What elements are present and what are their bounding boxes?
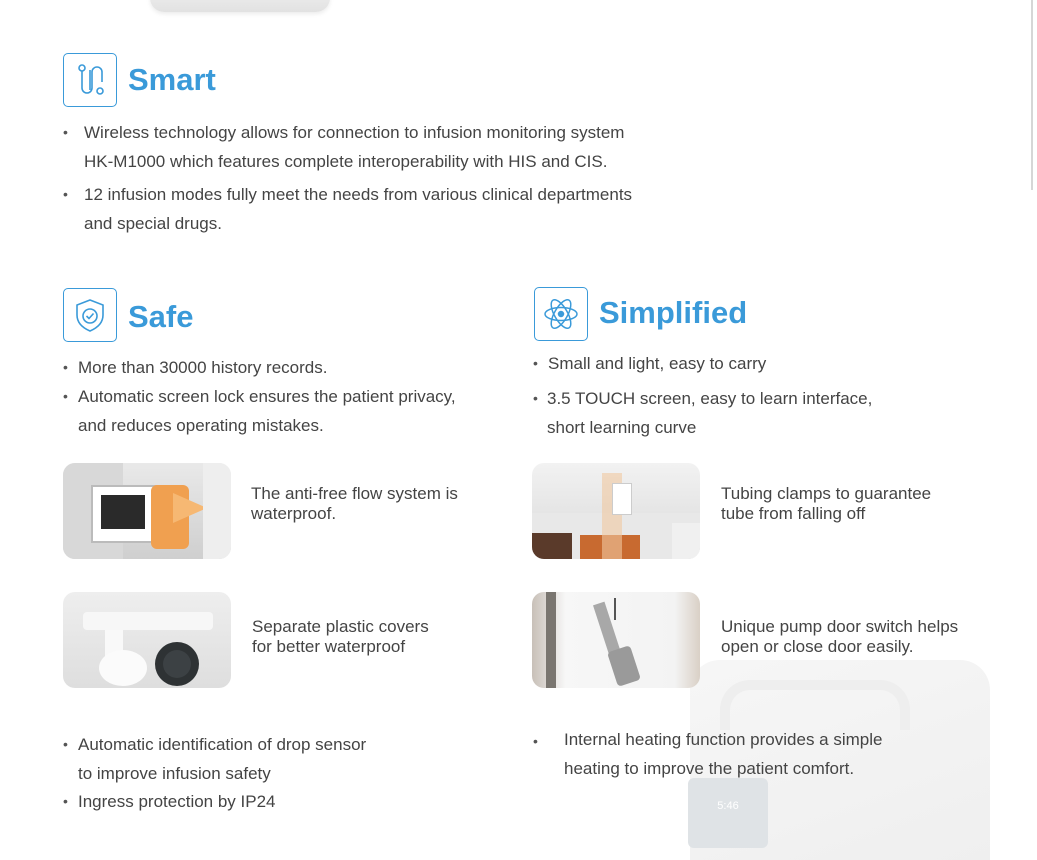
smart-bullet-2: • 12 infusion modes fully meet the needs from various clinical departments and special drugs. — [63, 185, 633, 233]
simplified-bullet-1: • Small and light, easy to carry — [533, 354, 767, 373]
plastic-covers-photo — [63, 592, 231, 688]
anti-free-flow-photo — [63, 463, 231, 559]
shield-check-icon — [63, 288, 117, 342]
safe-bottom-bullet-1: • Automatic identification of drop sensor to improve infusion safety — [63, 735, 367, 783]
pump-door-switch-caption: Unique pump door switch helps open or close door easily. — [721, 617, 959, 656]
anti-free-flow-caption: The anti-free flow system is waterproof. — [251, 484, 458, 523]
simplified-bullet-2: • 3.5 TOUCH screen, easy to learn interface, short learning curve — [533, 389, 873, 437]
usb-cable-icon — [63, 53, 117, 107]
safe-heading: Safe — [128, 299, 194, 334]
plastic-covers-caption: Separate plastic covers for better waterproof — [252, 617, 429, 656]
safe-bullet-1: • More than 30000 history records. — [63, 358, 328, 377]
tubing-clamps-photo — [532, 463, 700, 559]
smart-bullet-1: • Wireless technology allows for connection to infusion monitoring system HK-M1000 which features complete interoperability with HIS and CIS. — [63, 123, 625, 171]
atom-icon — [534, 287, 588, 341]
background-device-handle — [720, 680, 910, 730]
device-screen-time: 5:46 — [717, 800, 739, 812]
simplified-heading: Simplified — [599, 295, 748, 330]
safe-bullet-2: • Automatic screen lock ensures the patient privacy, and reduces operating mistakes. — [63, 387, 456, 435]
device-image-top — [150, 0, 330, 12]
simplified-bottom-bullet-1: • Internal heating function provides a simple heating to improve the patient comfort. — [533, 730, 883, 778]
smart-heading: Smart — [128, 62, 216, 97]
safe-bottom-bullet-2: • Ingress protection by IP24 — [63, 792, 276, 811]
background-device-screen — [688, 778, 768, 848]
page-edge — [1031, 0, 1033, 190]
pump-door-switch-photo — [532, 592, 700, 688]
tubing-clamps-caption: Tubing clamps to guarantee tube from falling off — [721, 484, 932, 523]
